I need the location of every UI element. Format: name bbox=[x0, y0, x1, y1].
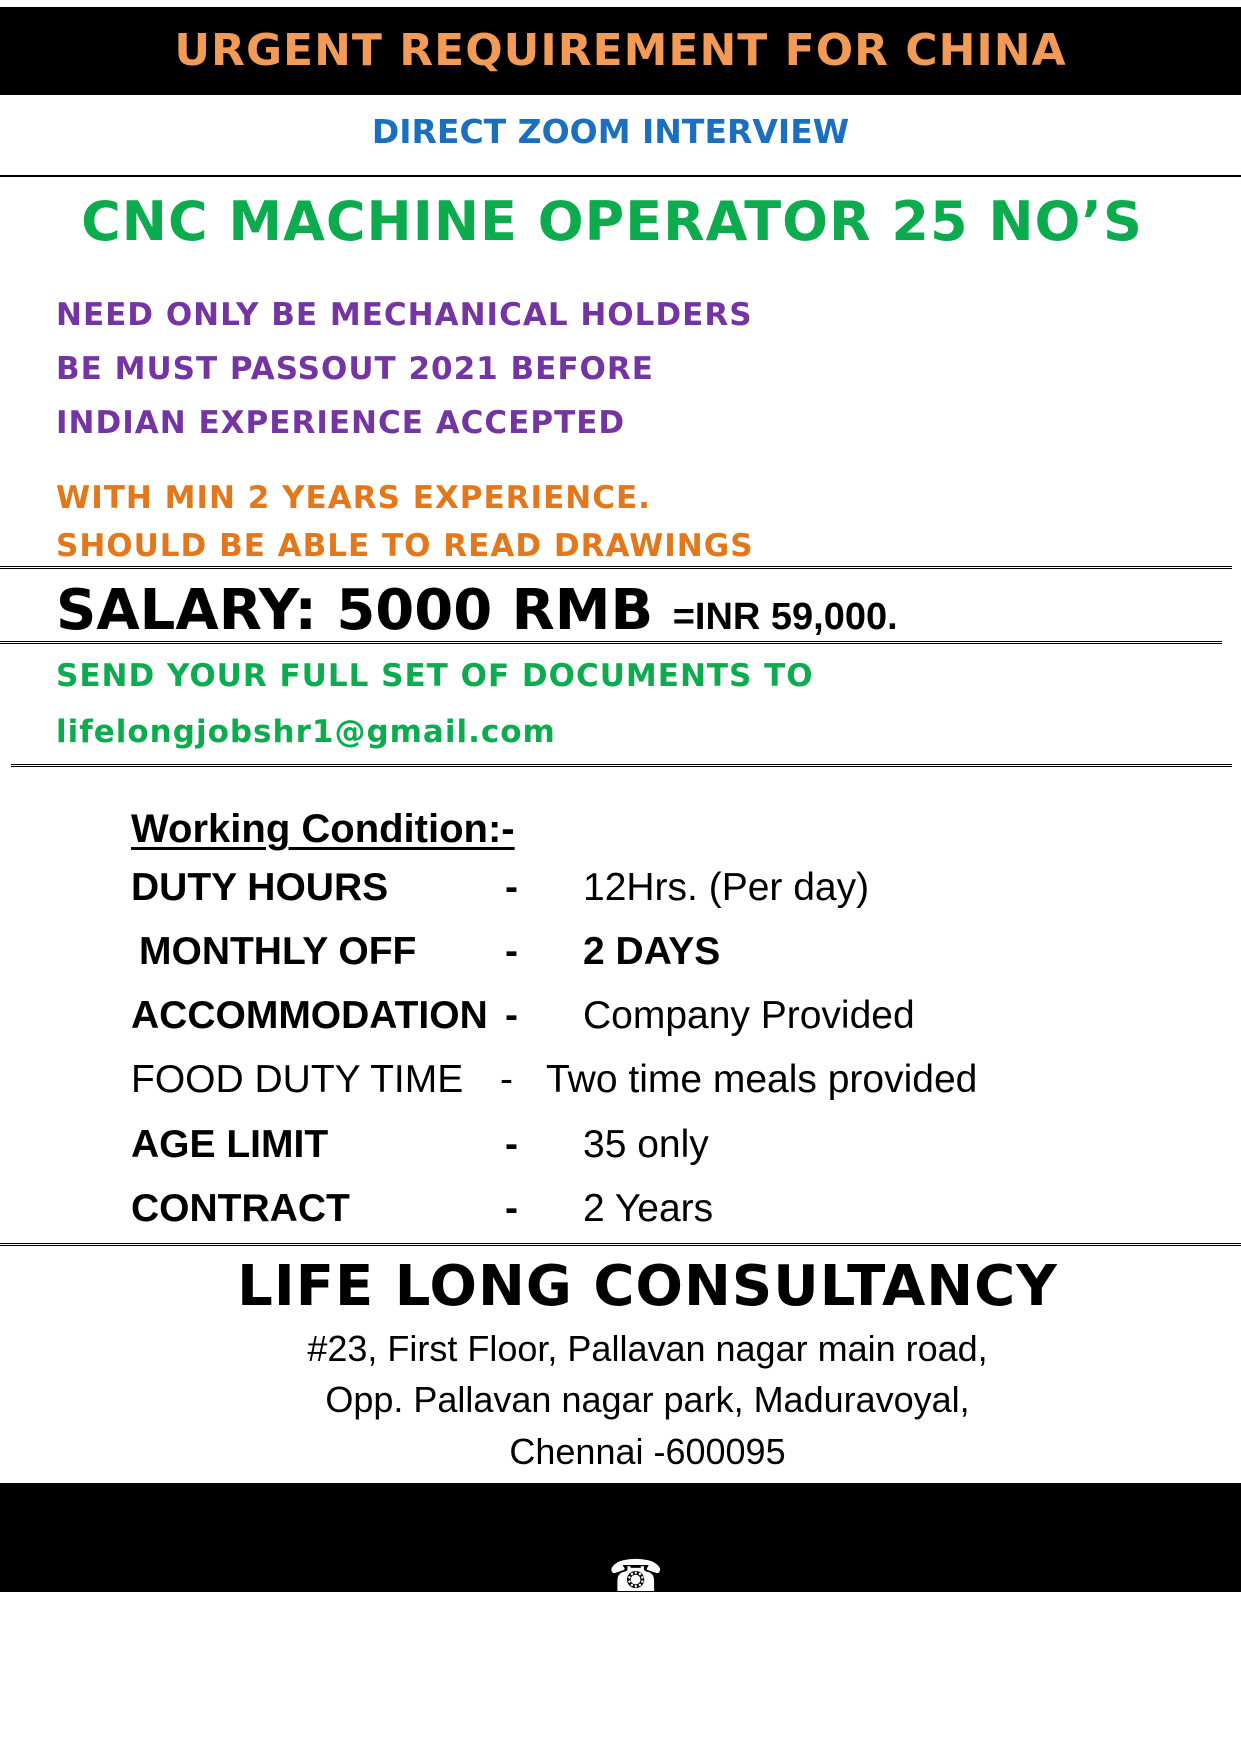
condition-value: Two time meals provided bbox=[546, 1058, 978, 1101]
top-banner bbox=[0, 7, 1241, 95]
condition-dash: - bbox=[505, 1123, 518, 1166]
salary-inr: =INR 59,000. bbox=[672, 596, 898, 638]
job-title: CNC MACHINE OPERATOR 25 NO’S bbox=[81, 190, 1143, 253]
address-line: #23, First Floor, Pallavan nagar main road, bbox=[307, 1328, 988, 1369]
condition-dash: - bbox=[500, 1058, 513, 1101]
divider bbox=[0, 566, 1232, 572]
requirement-item: BE MUST PASSOUT 2021 BEFORE bbox=[56, 351, 654, 387]
company-name: LIFE LONG CONSULTANCY bbox=[237, 1254, 1058, 1319]
condition-dash: - bbox=[505, 1187, 518, 1230]
condition-value: 35 only bbox=[583, 1123, 709, 1166]
condition-label: ACCOMMODATION bbox=[131, 994, 488, 1037]
contact-email[interactable]: lifelongjobshr1@gmail.com bbox=[56, 714, 556, 750]
divider bbox=[0, 175, 1241, 177]
phone-numbers[interactable]: 044 – 35672423 / 8973115942 bbox=[249, 1602, 1023, 1653]
address-line: Chennai -600095 bbox=[509, 1431, 786, 1472]
experience-item: SHOULD BE ABLE TO READ DRAWINGS bbox=[56, 528, 754, 564]
divider bbox=[11, 764, 1232, 770]
condition-label: MONTHLY OFF bbox=[139, 930, 417, 973]
working-condition-heading: Working Condition:- bbox=[131, 807, 515, 851]
phone-line[interactable] bbox=[0, 1500, 1241, 1653]
salary-rmb: SALARY: 5000 RMB bbox=[56, 578, 654, 643]
subtitle: DIRECT ZOOM INTERVIEW bbox=[371, 112, 850, 151]
condition-dash: - bbox=[505, 930, 518, 973]
condition-value: Company Provided bbox=[583, 994, 915, 1037]
condition-value: 2 Years bbox=[583, 1187, 714, 1230]
condition-label: CONTRACT bbox=[131, 1187, 350, 1230]
condition-value: 2 DAYS bbox=[583, 930, 721, 973]
banner-title: URGENT REQUIREMENT FOR CHINA bbox=[174, 25, 1067, 76]
condition-dash: - bbox=[505, 994, 518, 1037]
telephone-icon: ☎ bbox=[608, 1551, 664, 1602]
condition-dash: - bbox=[505, 866, 518, 909]
condition-label: FOOD DUTY TIME bbox=[131, 1058, 464, 1101]
condition-label: AGE LIMIT bbox=[131, 1123, 329, 1166]
requirement-item: INDIAN EXPERIENCE ACCEPTED bbox=[56, 405, 626, 441]
divider bbox=[0, 1243, 1241, 1249]
salary-line bbox=[56, 578, 898, 643]
condition-label: DUTY HOURS bbox=[131, 866, 389, 909]
documents-instruction: SEND YOUR FULL SET OF DOCUMENTS TO bbox=[56, 658, 814, 694]
address-line: Opp. Pallavan nagar park, Maduravoyal, bbox=[325, 1379, 970, 1420]
requirement-item: NEED ONLY BE MECHANICAL HOLDERS bbox=[56, 297, 753, 333]
divider bbox=[0, 641, 1222, 647]
condition-value: 12Hrs. (Per day) bbox=[583, 866, 870, 909]
experience-item: WITH MIN 2 YEARS EXPERIENCE. bbox=[56, 480, 651, 516]
